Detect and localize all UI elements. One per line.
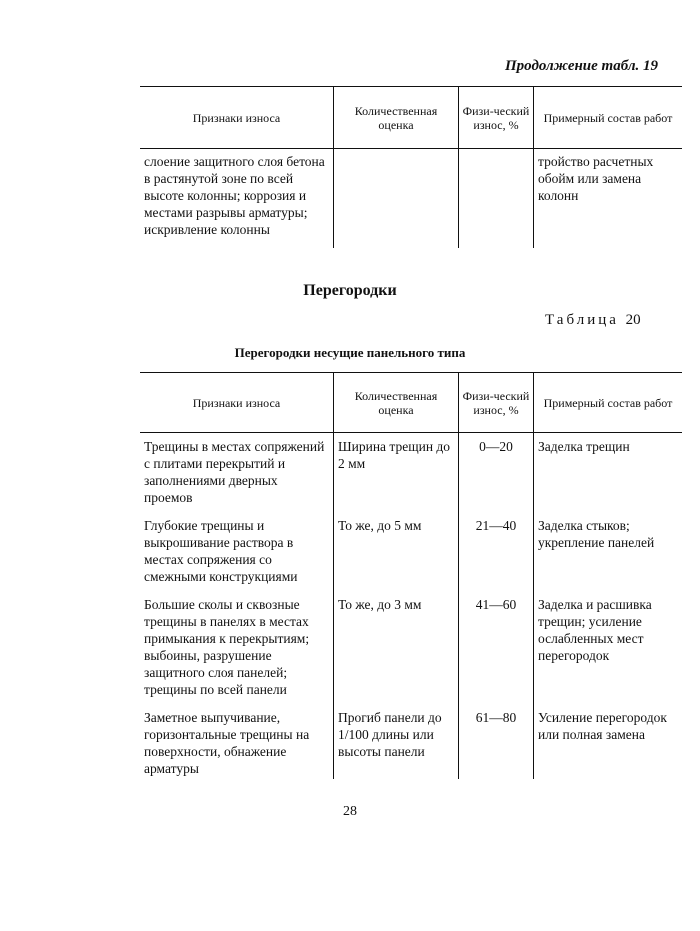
- section-title: Перегородки: [303, 282, 397, 299]
- header-physical-wear: Физи-ческий износ, %: [459, 87, 534, 149]
- table-19-continuation: [140, 86, 682, 248]
- cell-wear-signs: слоение защитного слоя бетона в растянутой зоне по всей высоте колонны; коррозия и местами разрывы арматуры; искривление колонны: [144, 154, 325, 237]
- cell-work-scope: тройство расчетных обойм или замена колонн: [534, 149, 683, 249]
- cell-quantitative-estimate: [334, 149, 459, 249]
- table-header-row: [140, 373, 682, 433]
- table-title: Перегородки несущие панельного типа: [234, 345, 466, 360]
- cell-work-scope: Заделка трещин: [534, 433, 683, 517]
- cell-physical-wear: 0—20: [459, 433, 534, 517]
- cell-quantitative-estimate: То же, до 5 мм: [334, 516, 459, 595]
- table-header-row: [140, 87, 682, 149]
- header-wear-signs: Признаки износа: [192, 395, 281, 410]
- header-quantitative-estimate: Количественная оценка: [334, 87, 459, 149]
- cell-wear-signs: Заметное выпучивание, горизонтальные трещины на поверхности, обнажение арматуры: [144, 710, 310, 776]
- cell-physical-wear: 21—40: [459, 516, 534, 595]
- cell-quantitative-estimate: То же, до 3 мм: [334, 595, 459, 708]
- cell-physical-wear: 41—60: [459, 595, 534, 708]
- cell-wear-signs: Глубокие трещины и выкрошивание раствора в местах сопряжения со смежными конструкциями: [144, 518, 298, 584]
- table-label: Таблица: [545, 312, 619, 328]
- table-row: [140, 433, 682, 517]
- header-quantitative-estimate: Количественная оценка: [334, 373, 459, 433]
- table-row: [140, 149, 682, 249]
- page-number: 28: [343, 804, 357, 819]
- cell-physical-wear: 61—80: [459, 708, 534, 779]
- header-wear-signs: Признаки износа: [192, 110, 281, 125]
- cell-work-scope: Заделка стыков; укрепление панелей: [534, 516, 683, 595]
- cell-physical-wear: [459, 149, 534, 249]
- table-row: [140, 708, 682, 779]
- cell-wear-signs: Большие сколы и сквозные трещины в панелях в местах примыкания к перекрытиям; выбоины, разрушение защитного слоя панелей; трещины по всей панели: [144, 597, 310, 697]
- continuation-label: Продолжение табл. 19: [505, 58, 659, 74]
- table-number: 20: [625, 312, 641, 328]
- cell-wear-signs: Трещины в местах сопряжений с плитами перекрытий и заполнениями дверных проемов: [144, 439, 325, 505]
- header-work-scope: Примерный состав работ: [534, 373, 683, 433]
- cell-work-scope: Усиление перегородок или полная замена: [534, 708, 683, 779]
- table-number-label: [545, 312, 641, 329]
- header-physical-wear: Физи-ческий износ, %: [459, 373, 534, 433]
- table-row: [140, 595, 682, 708]
- cell-work-scope: Заделка и расшивка трещин; усиление ослабленных мест перегородок: [534, 595, 683, 708]
- cell-quantitative-estimate: Прогиб панели до 1/100 длины или высоты панели: [334, 708, 459, 779]
- header-work-scope: Примерный состав работ: [534, 87, 683, 149]
- table-20: [140, 372, 682, 779]
- table-row: [140, 516, 682, 595]
- cell-quantitative-estimate: Ширина трещин до 2 мм: [334, 433, 459, 517]
